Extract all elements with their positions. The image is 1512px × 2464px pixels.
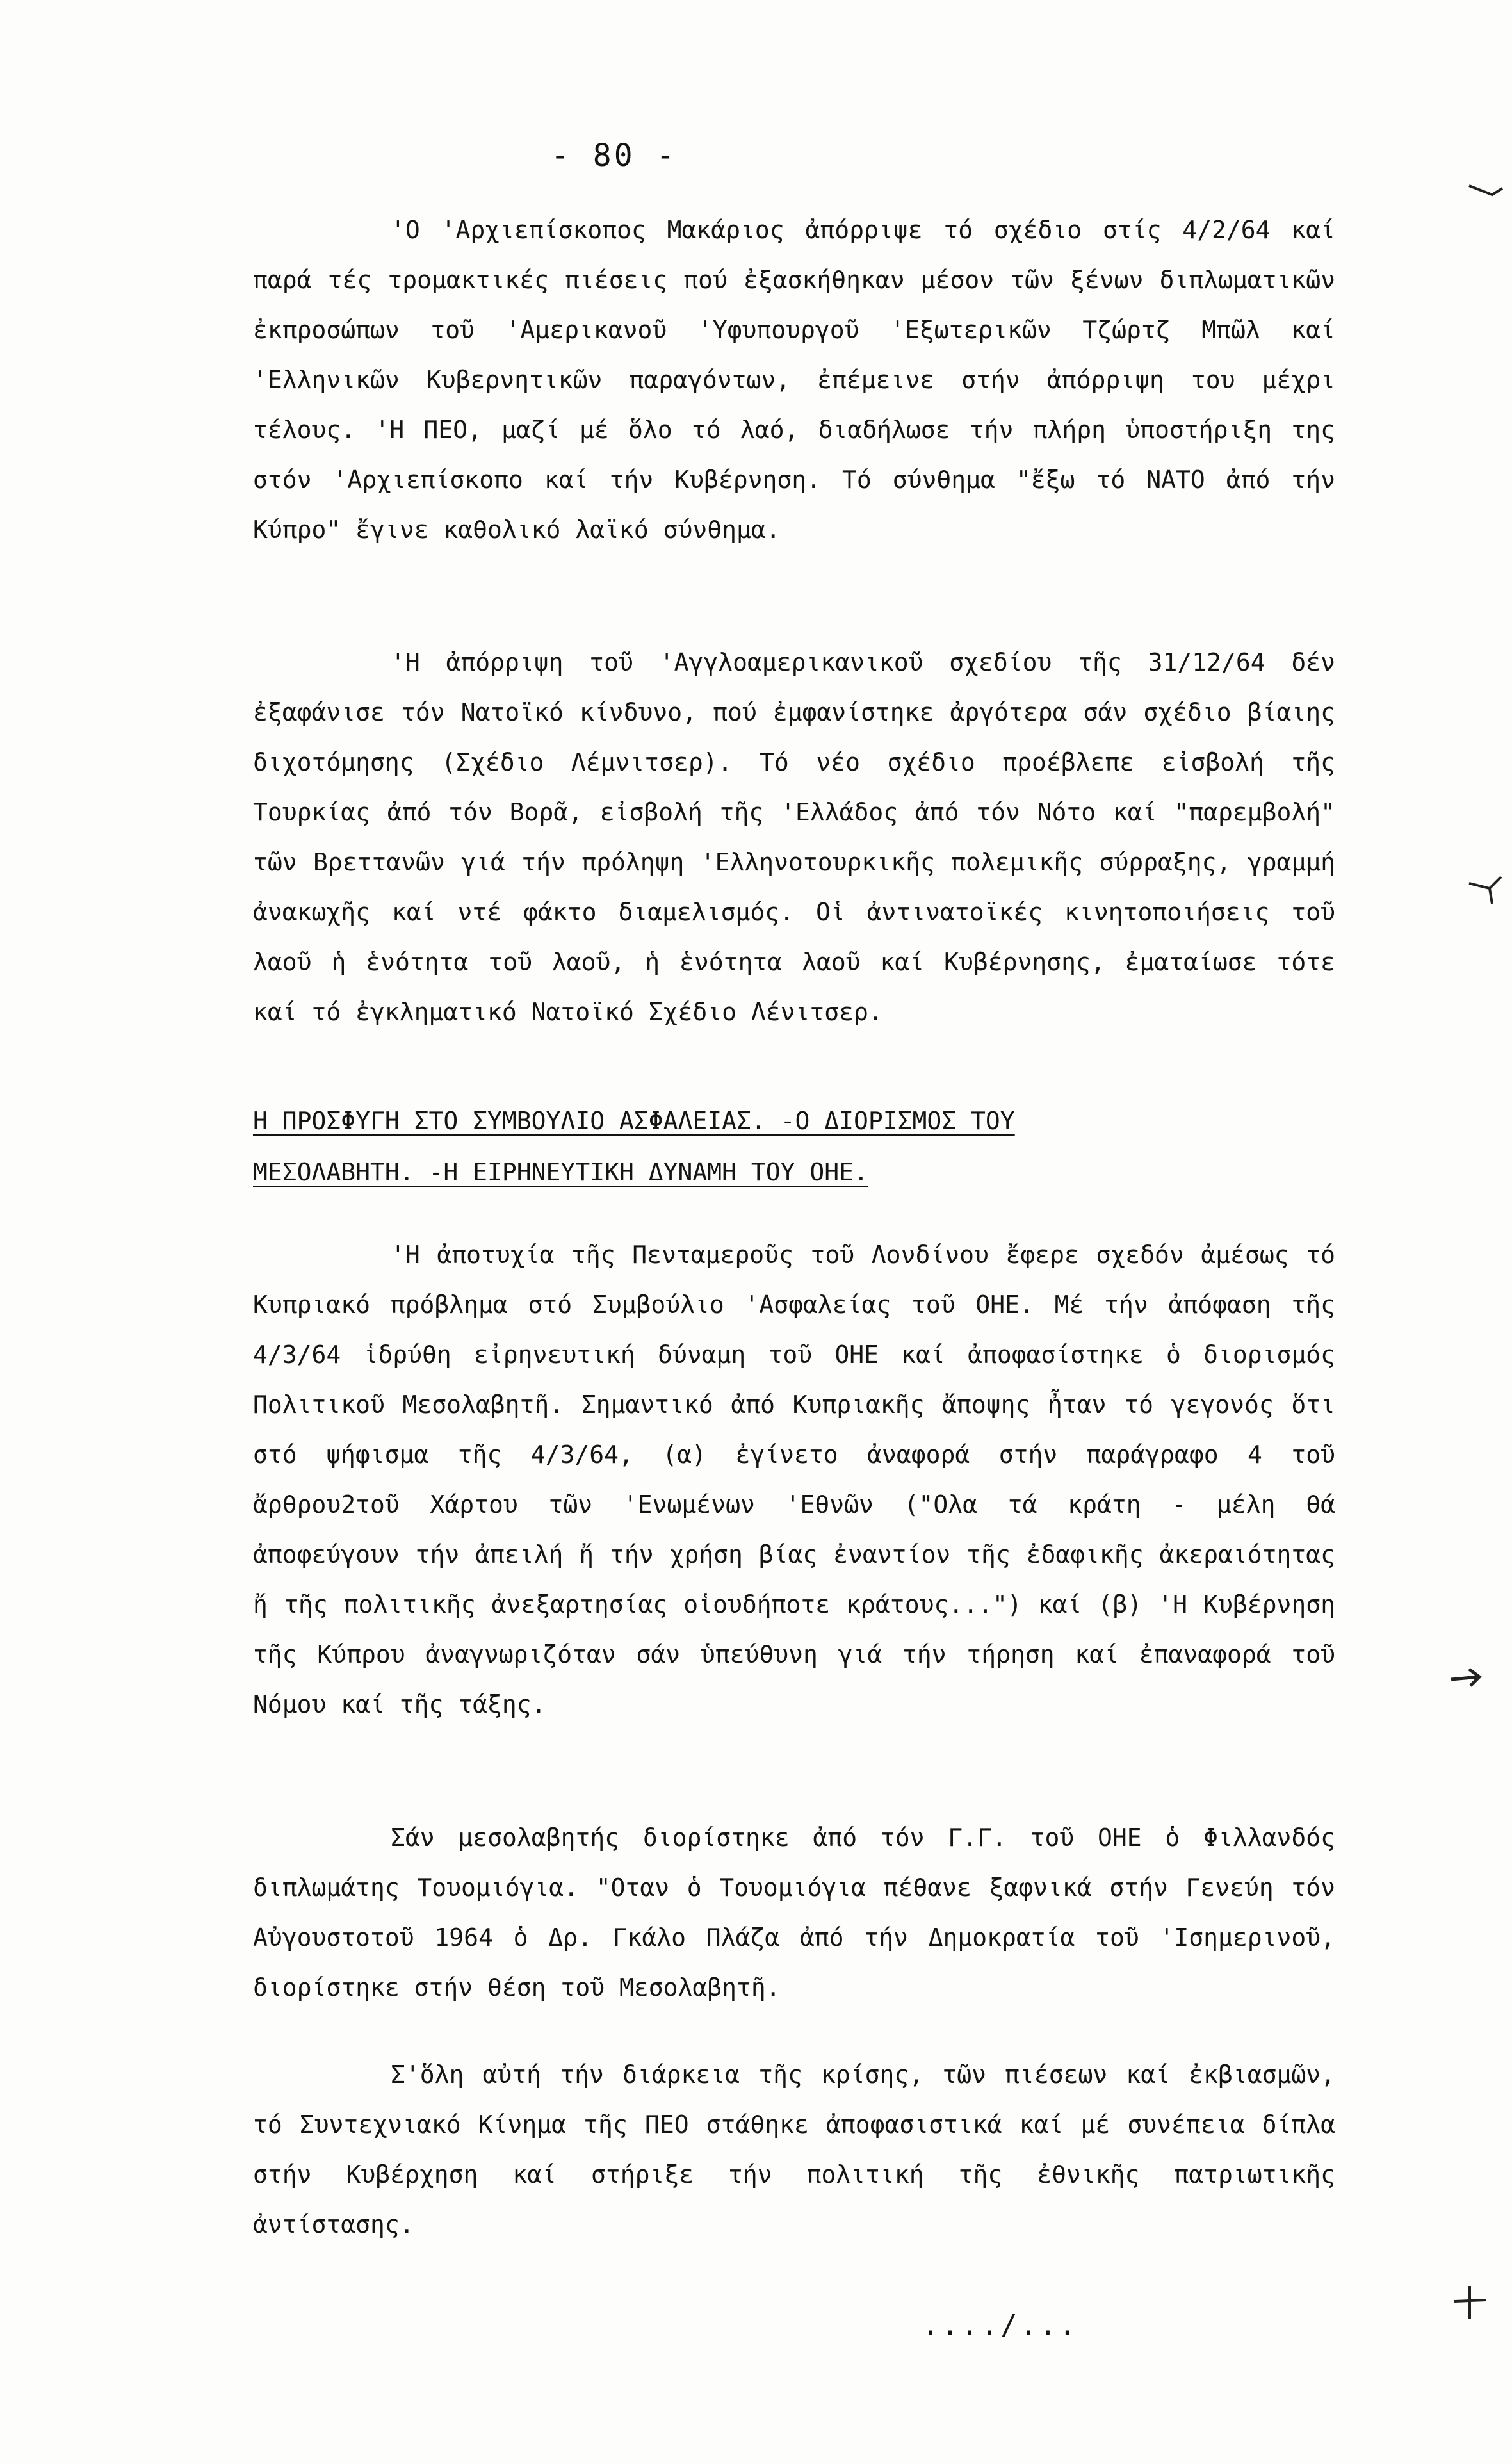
registration-mark-icon: [1467, 179, 1505, 205]
registration-mark-icon: [1467, 874, 1505, 906]
paragraph-1-text: 'Ο 'Αρχιεπίσκοπος Μακάριος ἀπόρριψε τό σχέδιο στίς 4/2/64 καί παρά τές τρομακτικές πιέσεις πού ἐξασκήθηκαν μέσον τῶν ξένων διπλωματικῶν ἐκπροσώπων τοῦ 'Αμερικανοῦ 'Υφυπουργοῦ 'Εξωτερικῶν Τζώρτζ Μπῶλ καί 'Ελληνικῶν Κυβερνητικῶν παραγόντων, ἐπέμεινε στήν ἀπόρριψη του μέχρι τέλους. 'Η ΠΕΟ, μαζί μέ ὅλο τό λαό, διαδήλωσε τήν πλήρη ὑποστήριξη της στόν 'Αρχιεπίσκοπο καί τήν Κυβέρνηση. Τό σύνθημα "ἔξω τό ΝΑΤΟ ἀπό τήν Κύπρο" ἔγινε καθολικό λαϊκό σύνθημα.: [253, 216, 1335, 544]
paragraph-2-text: 'Η ἀπόρριψη τοῦ 'Αγγλοαμερικανικοῦ σχεδίου τῆς 31/12/64 δέν ἐξαφάνισε τόν Νατοϊκό κίνδυνο, πού ἐμφανίστηκε ἀργότερα σάν σχέδιο βίαιης διχοτόμησης (Σχέδιο Λέμνιτσερ). Τό νέο σχέδιο προέβλεπε εἰσβολή τῆς Τουρκίας ἀπό τόν Βορᾶ, εἰσβολή τῆς 'Ελλάδος ἀπό τόν Νότο καί "παρεμβολή" τῶν Βρεττανῶν γιά τήν πρόληψη 'Ελληνοτουρκικῆς πολεμικῆς σύρραξης, γραμμή ἀνακωχῆς καί ντέ φάκτο διαμελισμός. Οἱ ἀντινατοϊκές κινητοποιήσεις τοῦ λαοῦ ἡ ἑνότητα τοῦ λαοῦ, ἡ ἑνότητα λαοῦ καί Κυβέρνησης, ἐματαίωσε τότε καί τό ἐγκληματικό Νατοϊκό Σχέδιο Λένιτσερ.: [253, 648, 1335, 1026]
paragraph-3-text: 'Η ἀποτυχία τῆς Πενταμεροῦς τοῦ Λονδίνου ἔφερε σχεδόν ἀμέσως τό Κυπριακό πρόβλημα στό Συμβούλιο 'Ασφαλείας τοῦ ΟΗΕ. Μέ τήν ἀπόφαση τῆς 4/3/64 ἱδρύθη εἰρηνευτική δύναμη τοῦ ΟΗΕ καί ἀποφασίστηκε ὁ διορισμός Πολιτικοῦ Μεσολαβητῆ. Σημαντικό ἀπό Κυπριακῆς ἄποψης ἦταν τό γεγονός ὅτι στό ψήφισμα τῆς 4/3/64, (α) ἐγίνετο ἀναφορά στήν παράγραφο 4 τοῦ ἄρθρου2τοῦ Χάρτου τῶν 'Ενωμένων 'Εθνῶν ("Ολα τά κράτη - μέλη θά ἀποφεύγουν τήν ἀπειλή ἤ τήν χρήση βίας ἐναντίον τῆς ἐδαφικῆς ἀκεραιότητας ἤ τῆς πολιτικῆς ἀνεξαρτησίας οἱουδήποτε κράτους...") καί (β) 'Η Κυβέρνηση τῆς Κύπρου ἀναγνωριζόταν σάν ὑπεύθυνη γιά τήν τήρηση καί ἐπαναφορά τοῦ Νόμου καί τῆς τάξης.: [253, 1241, 1335, 1718]
registration-mark-icon: [1451, 2283, 1489, 2322]
paragraph-2: [253, 637, 1335, 1037]
section-heading-line-1: Η ΠΡΟΣΦΥΓΗ ΣΤΟ ΣΥΜΒΟΥΛΙΟ ΑΣΦΑΛΕΙΑΣ. -Ο ΔΙΟΡΙΣΜΟΣ ΤΟΥ: [253, 1107, 1015, 1135]
paragraph-5-text: Σ'ὅλη αὐτή τήν διάρκεια τῆς κρίσης, τῶν πιέσεων καί ἐκβιασμῶν, τό Συντεχνιακό Κίνημα τῆς ΠΕΟ στάθηκε ἀποφασιστικά καί μέ συνέπεια δίπλα στήν Κυβέρχηση καί στήριξε τήν πολιτική τῆς ἐθνικῆς πατριωτικῆς ἀντίστασης.: [253, 2060, 1335, 2239]
paragraph-1: [253, 205, 1335, 555]
paragraph-4: [253, 1813, 1335, 2012]
page-number: - 80 -: [551, 138, 678, 174]
continuation-mark: ..../...: [922, 2309, 1078, 2342]
registration-mark-icon: [1447, 1665, 1486, 1691]
paragraph-4-text: Σάν μεσολαβητής διορίστηκε ἀπό τόν Γ.Γ. τοῦ ΟΗΕ ὁ Φιλλανδός διπλωμάτης Τουομιόγια. "Οταν ὁ Τουομιόγια πέθανε ξαφνικά στήν Γενεύη τόν Αὐγουστοτοῦ 1964 ὁ Δρ. Γκάλο Πλάζα ἀπό τήν Δημοκρατία τοῦ 'Ισημερινοῦ, διορίστηκε στήν θέση τοῦ Μεσολαβητῆ.: [253, 1824, 1335, 2002]
section-heading-line-2: ΜΕΣΟΛΑΒΗΤΗ. -Η ΕΙΡΗΝΕΥΤΙΚΗ ΔΥΝΑΜΗ ΤΟΥ ΟΗΕ.: [253, 1158, 868, 1186]
paragraph-3: [253, 1230, 1335, 1729]
paragraph-5: [253, 2050, 1335, 2249]
